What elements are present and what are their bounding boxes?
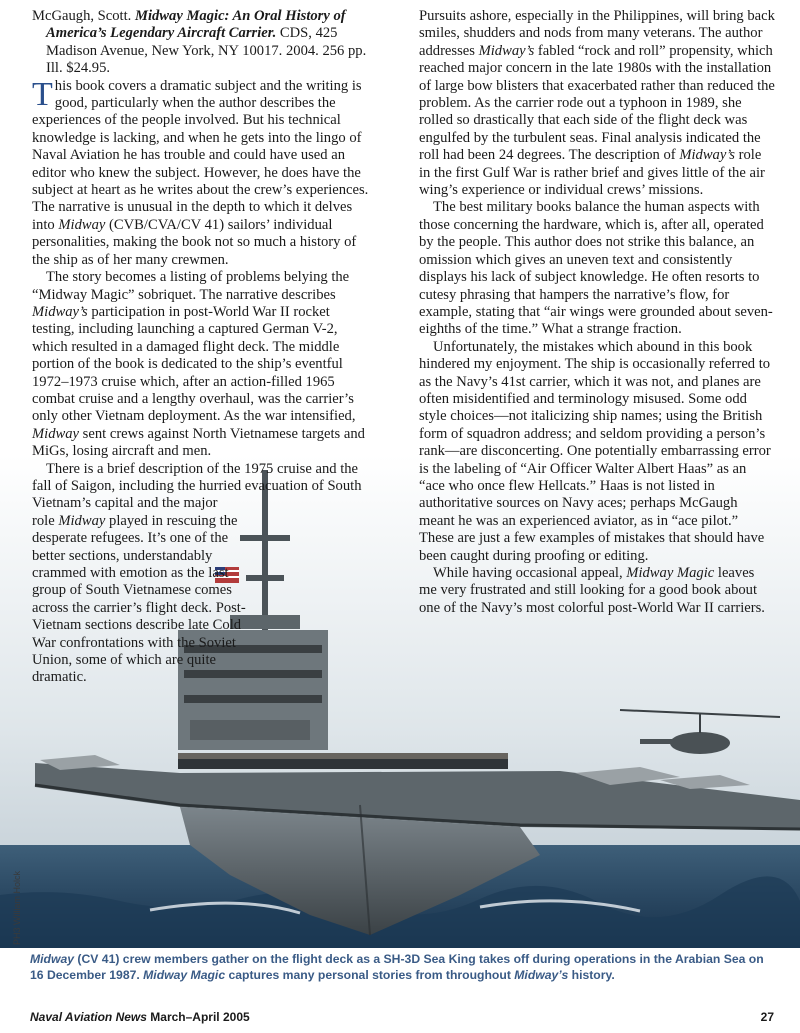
paragraph-2-text-c: sent crews against North Vietnamese targets and MiGs, losing aircraft and men. bbox=[32, 425, 365, 460]
paragraph-6-text: Unfortunately, the mistakes which abound in this book hindered my enjoyment. The ship is occasionally referred to as the Navy’s 41st carrier, which it was not, and planes are often misidentified and terminology misused. Some odd style choices—not italicizing ship names; using the British form of squadron address; and seldom providing a person’s rank—are disconcerting. One potentially embarrassing error is the labeling of “Air Officer Walter Albert Haas” as an “ace who once flew Hellcats.” Haas is not listed in authoritative sources on Navy aces; perhaps McGaugh meant he was an experienced aviator, as in “ace pilot.” These are just a few examples of mistakes that should have been caught during proofing or editing. bbox=[419, 338, 771, 564]
page-footer bbox=[30, 1010, 774, 1024]
review-paragraph-4 bbox=[419, 8, 775, 199]
citation-details: CDS, 425 Madison Avenue, New York, NY 10017. 2004. 256 pp. Ill. $24.95. bbox=[46, 25, 367, 77]
paragraph-2-text-b: participation in post-World War II rocket testing, including launching a captured German V-2, which resulted in a damaged flight deck. The middle portion of the book is dedicated to the ship’s eventful 1972–1973 cruise which, after an action-filled 1965 combat cruise and a lengthy overhaul, was the carrier’s only other Vietnam deployment. As the war intensified, bbox=[32, 303, 356, 425]
paragraph-7-text-a: While having occasional appeal, bbox=[433, 565, 627, 581]
page-number: 27 bbox=[760, 1010, 774, 1024]
book-citation bbox=[32, 8, 372, 78]
paragraph-4-text-c: role in the first Gulf War is rather brief and gives little of the air wing’s experience or individual crews’ missions. bbox=[419, 147, 765, 199]
paragraph-2-italic-2: Midway bbox=[32, 425, 80, 442]
caption-text-b: captures many personal stories from throughout bbox=[225, 967, 515, 982]
caption-text-c: history. bbox=[568, 967, 615, 982]
paragraph-4-italic-1: Midway’s bbox=[478, 42, 535, 59]
review-paragraph-3-wrapped bbox=[32, 513, 264, 687]
review-paragraph-2 bbox=[32, 269, 372, 460]
review-paragraph-1 bbox=[32, 75, 372, 269]
caption-italic-3: Midway’s bbox=[514, 967, 569, 982]
paragraph-2-italic-1: Midway’s bbox=[32, 303, 88, 320]
paragraph-7-text-b: leaves me very frustrated and still looking for a good book about one of the Navy’s most colorful post-World War II carriers. bbox=[419, 565, 765, 616]
caption-italic-1: Midway bbox=[30, 952, 75, 966]
citation-title: Midway Magic: An Oral History of America’s Legendary Aircraft Carrier. bbox=[46, 8, 346, 42]
issue-date: March–April 2005 bbox=[150, 1010, 250, 1024]
paragraph-2-text-a: The story becomes a listing of problems belying the “Midway Magic” sobriquet. The narrative describes bbox=[32, 269, 350, 303]
review-paragraph-5 bbox=[419, 199, 775, 338]
publication-name: Naval Aviation News bbox=[30, 1010, 147, 1024]
caption-italic-2: Midway Magic bbox=[143, 967, 226, 982]
photo-caption bbox=[30, 952, 774, 983]
paragraph-3-text-a: There is a brief description of the 1975 cruise and the fall of Saigon, including the hurried evacuation of South Vietnam’s capital and the major bbox=[32, 460, 362, 512]
paragraph-5-text: The best military books balance the human aspects with those concerning the hardware, which is, after all, operated by the people. This author does not strike this balance, an omission which gives an uneven text and consistently displays his lack of subject knowledge. He often resorts to cutesy phrasing that hampers the narrative’s flow, for example, stating that “air wings were grounded about seven-eighths of the time.” What a strange fraction. bbox=[419, 199, 773, 338]
paragraph-4-text-b: fabled “rock and roll” propensity, which reached major concern in the late 1980s with the installation of large bow blisters that exacerbated rather than reduced the problem. As the carrier rode out a typhoon in 1989, she rolled so drastically that each side of the flight deck was engulfed by the turbulent seas. Final analysis indicated the roll had been 24 degrees. The description of bbox=[419, 42, 775, 164]
paragraph-7-italic: Midway Magic bbox=[626, 565, 715, 581]
paragraph-4-italic-2: Midway’s bbox=[679, 147, 735, 164]
review-paragraph-3 bbox=[32, 461, 372, 513]
paragraph-1-text-a: his book covers a dramatic subject and the writing is good, particularly when the author describes the experiences of the people involved. But his technical knowledge is lacking, and when he gets into the lingo of Naval Aviation he has trouble and could have used an editor who knew the subject. However, he does have the subject at heart as he writes about the crew’s experiences. The narrative is unusual in the depth to which it delves into bbox=[32, 77, 369, 233]
left-column bbox=[32, 8, 372, 687]
photo-credit: PH3 William Holck bbox=[12, 870, 22, 945]
review-paragraph-6 bbox=[419, 339, 775, 565]
drop-cap: T bbox=[32, 75, 53, 113]
review-paragraph-7 bbox=[419, 565, 775, 617]
caption-text-a: (CV 41) crew members gather on the flight deck as a SH-3D Sea King takes off during operations in the Arabian Sea on 16 December 1987. bbox=[30, 952, 764, 982]
paragraph-1-italic: Midway bbox=[58, 216, 106, 233]
citation-author: McGaugh, Scott. bbox=[32, 8, 132, 24]
right-column bbox=[419, 8, 775, 617]
paragraph-4-text-a: Pursuits ashore, especially in the Philippines, will bring back smiles, shudders and nods from many veterans. The author addresses bbox=[419, 8, 775, 59]
paragraph-3w-text-b: played in rescuing the desperate refugees. It’s one of the better sections, understandably crammed with emotion as the last group of South Vietnamese comes across the carrier’s flight deck. Post-Vietnam sections describe late Cold War confrontations with the Soviet Union, some of which are quite dramatic. bbox=[32, 512, 246, 686]
paragraph-1-text-b: (CVB/CVA/CV 41) sailors’ individual personalities, making the book not so much a history of the ship as of her many crewmen. bbox=[32, 216, 357, 268]
paragraph-3w-italic: Midway bbox=[58, 512, 106, 529]
paragraph-3w-text-a: role bbox=[32, 512, 59, 529]
